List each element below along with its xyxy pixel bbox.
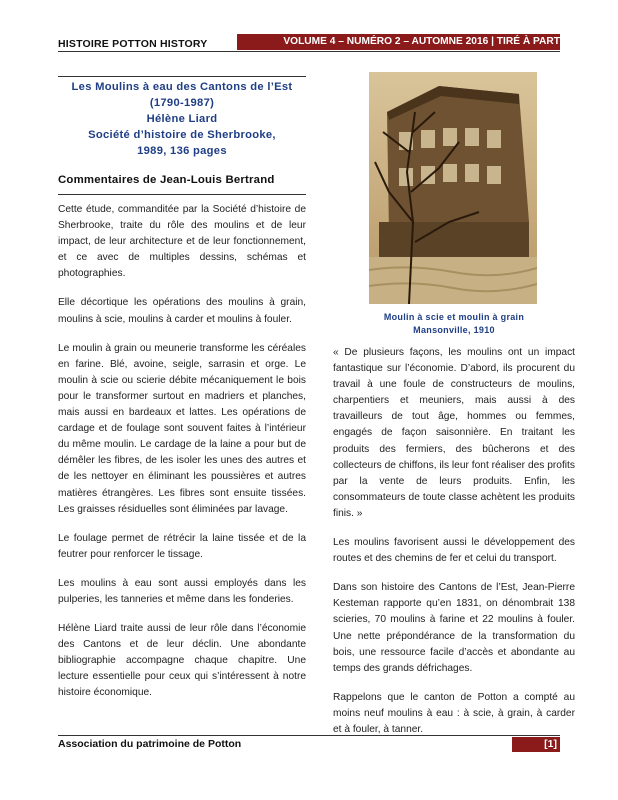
issue-banner: VOLUME 4 – NUMÉRO 2 – AUTOMNE 2016 | TIRÉ À PART — [237, 34, 560, 50]
commentary-heading: Commentaires de Jean-Louis Bertrand — [58, 174, 275, 186]
paragraph: Elle décortique les opérations des moulins à grain, moulins à scie, moulins à carder et moulins à fouler. — [58, 297, 306, 325]
footer-organization: Association du patrimoine de Potton — [58, 738, 242, 750]
page-number: [1] — [512, 737, 560, 752]
photo-caption — [340, 311, 568, 337]
footer-divider — [58, 735, 560, 736]
book-author: Hélène Liard — [146, 113, 218, 125]
book-reference — [58, 79, 306, 159]
book-dates: (1790-1987) — [149, 97, 215, 109]
paragraph: Les moulins favorisent aussi le développement des routes et des chemins de fer et celui du transport. — [333, 537, 575, 565]
header-divider — [58, 51, 560, 52]
heading-bottom-rule — [58, 194, 306, 195]
paragraph: Rappelons que le canton de Potton a compté au moins neuf moulins à eau : à scie, à grain, à carder et à fouler, à tanner. — [333, 691, 575, 735]
paragraph: Les moulins à eau sont aussi employés dans les pulperies, les tanneries et même dans les fonderies. — [58, 577, 306, 605]
title-top-rule — [58, 76, 306, 77]
mill-photograph — [369, 72, 537, 304]
mill-photo-illustration — [369, 72, 537, 304]
quote-paragraph: « De plusieurs façons, les moulins ont un impact fantastique sur l’économie. D’abord, ils procurent du travail à une foule de constructeurs de moulins, charpentiers et meuniers, mais aussi à des travailleurs de tout âge, hommes ou femmes, engagés de façon saisonnière. En traitant les produits des fermiers, des bûcherons et des collecteurs de chiffons, ils leur font réaliser des profits par la vente de leurs produits. Enfin, les consommateurs de toute classe achètent les produits finis. » — [333, 347, 575, 519]
book-publisher: Société d’histoire de Sherbrooke, — [88, 129, 276, 141]
caption-line: Mansonville, 1910 — [413, 325, 495, 335]
paragraph: Le foulage permet de rétrécir la laine tissée et de la feutrer pour renforcer le tissage. — [58, 532, 306, 560]
paragraph: Cette étude, commanditée par la Société d’histoire de Sherbrooke, traite du rôle des moulins et de leur impact, de leur architecture et de leur fonctionnement, et ce avec de multiples dessins, schémas et photographies. — [58, 204, 306, 280]
caption-line: Moulin à scie et moulin à grain — [383, 312, 525, 322]
paragraph: Hélène Liard traite aussi de leur rôle dans l’économie des Cantons et de leur déclin. Une abondante bibliographie accompagne chaque chapitre. Une lecture essentielle pour ceux qui s’intéressent à notre histoire économique. — [58, 623, 306, 699]
paragraph: Le moulin à grain ou meunerie transforme les céréales en farine. Blé, avoine, seigle, sarrasin et orge. Le moulin à scie ou scierie débite mécaniquement le bois pour le transformer surtout en madriers et planches, mais aussi en bardeaux et lattes. Les opérations de cardage et de foulage sont souvent faites à l’intérieur du même moulin. Le cardage de la laine a pour but de démêler les fibres, de les isoler les unes des autres et de les nettoyer en éliminant les poussières et autres matières étrangères. Les fibres sont ensuite tissées. Les graisses résiduelles sont éliminées par lavage. — [58, 342, 306, 515]
book-title: Les Moulins à eau des Cantons de l’Est — [71, 81, 293, 93]
paragraph: Dans son histoire des Cantons de l’Est, Jean-Pierre Kesteman rapporte qu’en 1831, on dénombrait 138 scieries, 70 moulins à farine et 22 moulins à fouler. Une nette prépondérance de la transformation du bois, une ressource facile d’accès et abondante au temps des grands défrichages. — [333, 582, 575, 674]
left-column — [58, 202, 306, 715]
book-year-pages: 1989, 136 pages — [137, 145, 227, 157]
running-header-title: HISTOIRE POTTON HISTORY — [58, 38, 208, 50]
right-column — [333, 345, 575, 751]
